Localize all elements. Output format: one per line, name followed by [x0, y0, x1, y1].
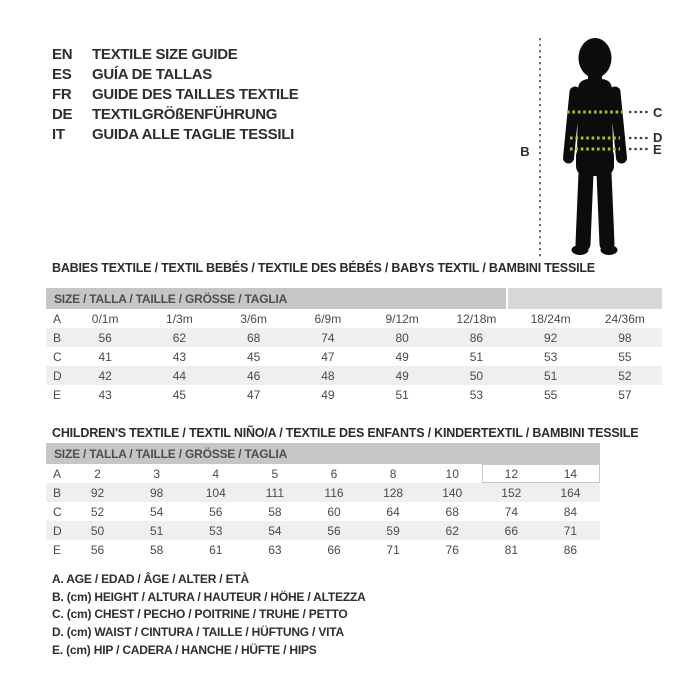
language-code: DE — [52, 105, 73, 123]
size-value-cell: 42 — [98, 368, 112, 383]
hip-label: E — [653, 142, 662, 157]
size-value-cell: 47 — [321, 349, 335, 364]
language-title: GUÍA DE TALLAS — [92, 65, 212, 83]
row-label: E — [53, 542, 62, 557]
size-value-cell: 164 — [560, 485, 581, 500]
size-value-cell: 92 — [90, 485, 105, 500]
size-value-cell: 44 — [172, 368, 187, 383]
table-row — [46, 483, 600, 502]
size-value-cell: 45 — [172, 387, 187, 402]
table-row — [46, 540, 600, 559]
size-value-cell: 66 — [504, 523, 518, 538]
row-label: C — [53, 349, 62, 364]
language-title: TEXTILE SIZE GUIDE — [92, 45, 238, 63]
size-value-cell: 66 — [327, 542, 341, 557]
size-value-cell: 140 — [442, 485, 463, 500]
size-value-cell: 14 — [563, 466, 578, 481]
waist-label: D — [653, 130, 663, 145]
language-code: IT — [52, 125, 65, 143]
legend-line: A. AGE / EDAD / ÂGE / ALTER / ETÀ — [52, 571, 249, 586]
children-table-size-header: SIZE / TALLA / TAILLE / GRÖSSE / TAGLIA — [46, 443, 600, 464]
size-value-cell: 51 — [395, 387, 409, 402]
size-value-cell: 43 — [98, 387, 112, 402]
size-value-cell: 4 — [212, 466, 220, 481]
row-label: C — [53, 504, 62, 519]
size-value-cell: 49 — [395, 368, 409, 383]
babies-size-table — [46, 288, 662, 404]
table-row — [46, 347, 662, 366]
table-row — [46, 521, 600, 540]
row-label: A — [53, 311, 62, 326]
size-value-cell: 80 — [395, 330, 409, 345]
table-row — [46, 464, 600, 483]
size-value-cell: 60 — [327, 504, 341, 519]
size-value-cell: 0/1m — [91, 311, 119, 326]
size-value-cell: 53 — [543, 349, 558, 364]
size-value-cell: 58 — [149, 542, 164, 557]
children-table-body — [46, 464, 600, 559]
language-list — [52, 44, 298, 144]
size-value-cell: 24/36m — [604, 311, 645, 326]
table-row — [46, 328, 662, 347]
table-row — [46, 502, 600, 521]
size-value-cell: 74 — [504, 504, 518, 519]
row-label: B — [53, 330, 62, 345]
language-row — [52, 124, 298, 144]
height-label: B — [520, 144, 530, 159]
size-value-cell: 12 — [504, 466, 518, 481]
size-value-cell: 2 — [94, 466, 101, 481]
size-value-cell: 49 — [321, 387, 335, 402]
size-value-cell: 58 — [268, 504, 282, 519]
table-row — [46, 385, 662, 404]
language-title: GUIDE DES TAILLES TEXTILE — [92, 85, 299, 103]
legend-line: E. (cm) HIP / CADERA / HANCHE / HÜFTE / HIPS — [52, 642, 317, 657]
size-value-cell: 49 — [395, 349, 409, 364]
size-value-cell: 128 — [383, 485, 404, 500]
size-value-cell: 56 — [98, 330, 112, 345]
measurement-legend — [52, 570, 366, 658]
child-silhouette-icon — [569, 38, 622, 255]
child-measurement-figure — [505, 28, 675, 263]
language-row — [52, 44, 298, 64]
size-value-cell: 111 — [265, 485, 284, 500]
babies-table-body — [46, 309, 662, 404]
size-value-cell: 64 — [386, 504, 400, 519]
size-value-cell: 116 — [324, 485, 344, 500]
size-value-cell: 71 — [386, 542, 400, 557]
size-value-cell: 104 — [205, 485, 226, 500]
language-code: EN — [52, 45, 73, 63]
size-value-cell: 86 — [563, 542, 578, 557]
size-value-cell: 12/18m — [456, 311, 497, 326]
size-value-cell: 51 — [149, 523, 164, 538]
language-row — [52, 104, 298, 124]
size-value-cell: 74 — [321, 330, 335, 345]
table-row — [46, 309, 662, 328]
babies-table-size-header: SIZE / TALLA / TAILLE / GRÖSSE / TAGLIA — [46, 288, 662, 309]
language-title: TEXTILGRÖßENFÜHRUNG — [92, 105, 278, 123]
size-value-cell: 56 — [209, 504, 223, 519]
size-value-cell: 8 — [389, 466, 397, 481]
row-label: A — [53, 466, 62, 481]
size-value-cell: 43 — [172, 349, 187, 364]
size-value-cell: 61 — [209, 542, 223, 557]
size-value-cell: 6/9m — [314, 311, 342, 326]
size-value-cell: 54 — [268, 523, 282, 538]
size-value-cell: 46 — [246, 368, 261, 383]
size-value-cell: 48 — [321, 368, 335, 383]
babies-section-heading: BABIES TEXTILE / TEXTIL BEBÉS / TEXTILE DES BÉBÉS / BABYS TEXTIL / BAMBINI TESSILE — [52, 261, 595, 275]
size-value-cell: 98 — [149, 485, 164, 500]
size-value-cell: 92 — [543, 330, 558, 345]
size-value-cell: 53 — [469, 387, 484, 402]
size-value-cell: 63 — [268, 542, 282, 557]
language-title: GUIDA ALLE TAGLIE TESSILI — [92, 125, 294, 143]
size-value-cell: 84 — [563, 504, 578, 519]
size-value-cell: 62 — [172, 330, 187, 345]
size-value-cell: 56 — [327, 523, 341, 538]
size-value-cell: 98 — [618, 330, 632, 345]
size-value-cell: 50 — [90, 523, 105, 538]
size-value-cell: 55 — [618, 349, 632, 364]
size-value-cell: 1/3m — [166, 311, 193, 326]
language-code: FR — [52, 85, 72, 103]
size-value-cell: 3 — [153, 466, 160, 481]
size-value-cell: 86 — [469, 330, 484, 345]
row-label: D — [53, 368, 62, 383]
legend-line: C. (cm) CHEST / PECHO / POITRINE / TRUHE / PETTO — [52, 607, 348, 622]
children-section-heading: CHILDREN'S TEXTILE / TEXTIL NIÑO/A / TEXTILE DES ENFANTS / KINDERTEXTIL / BAMBINI TESSILE — [52, 426, 639, 440]
size-value-cell: 62 — [445, 523, 459, 538]
language-row — [52, 84, 298, 104]
row-label: B — [53, 485, 62, 500]
table-row — [46, 366, 662, 385]
size-value-cell: 152 — [501, 485, 522, 500]
size-value-cell: 51 — [543, 368, 558, 383]
size-value-cell: 50 — [469, 368, 484, 383]
legend-line: D. (cm) WAIST / CINTURA / TAILLE / HÜFTUNG / VITA — [52, 624, 344, 639]
size-value-cell: 6 — [330, 466, 338, 481]
size-value-cell: 81 — [504, 542, 518, 557]
row-label: D — [53, 523, 62, 538]
language-row — [52, 64, 298, 84]
legend-line: B. (cm) HEIGHT / ALTURA / HAUTEUR / HÖHE / ALTEZZA — [52, 589, 366, 604]
size-value-cell: 68 — [246, 330, 261, 345]
size-value-cell: 18/24m — [530, 311, 571, 326]
language-code: ES — [52, 65, 72, 83]
size-value-cell: 52 — [90, 504, 105, 519]
size-value-cell: 71 — [563, 523, 578, 538]
size-value-cell: 3/6m — [240, 311, 267, 326]
size-value-cell: 76 — [445, 542, 459, 557]
children-size-table — [46, 443, 600, 559]
size-value-cell: 53 — [209, 523, 223, 538]
row-label: E — [53, 387, 62, 402]
size-value-cell: 41 — [98, 349, 112, 364]
size-value-cell: 56 — [90, 542, 105, 557]
size-value-cell: 9/12m — [385, 311, 419, 326]
size-value-cell: 5 — [271, 466, 279, 481]
size-value-cell: 55 — [543, 387, 558, 402]
chest-label: C — [653, 105, 663, 120]
size-value-cell: 54 — [149, 504, 164, 519]
size-value-cell: 51 — [469, 349, 484, 364]
size-value-cell: 52 — [618, 368, 632, 383]
size-value-cell: 57 — [618, 387, 632, 402]
size-value-cell: 59 — [386, 523, 400, 538]
size-value-cell: 45 — [246, 349, 261, 364]
size-value-cell: 68 — [445, 504, 459, 519]
size-value-cell: 47 — [246, 387, 261, 402]
size-value-cell: 10 — [445, 466, 459, 481]
